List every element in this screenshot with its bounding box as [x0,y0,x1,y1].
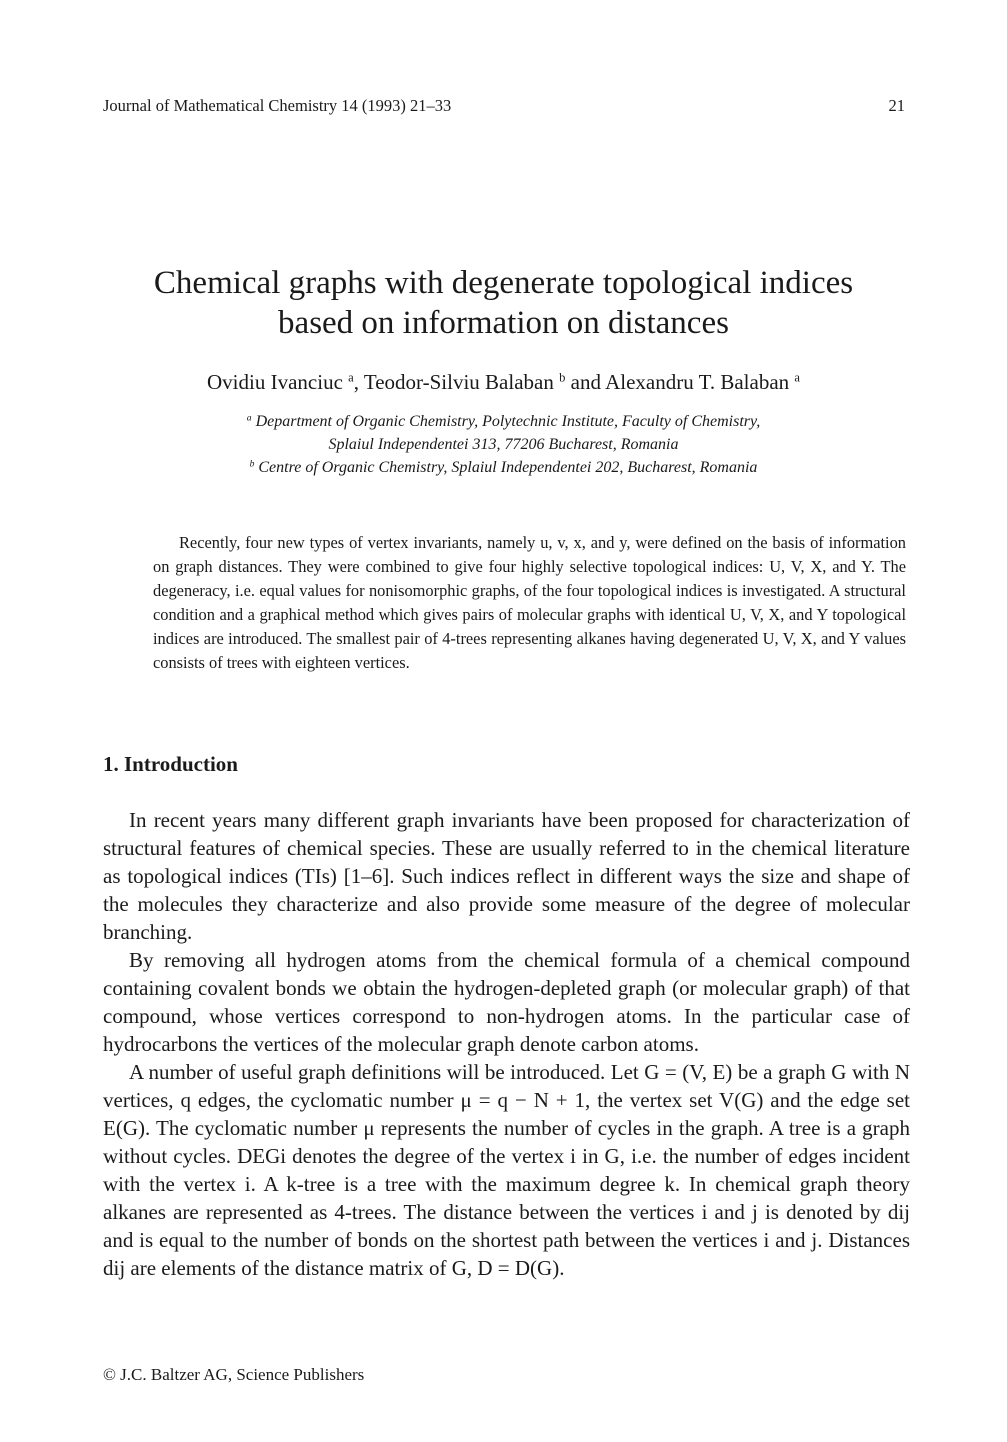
abstract-text: Recently, four new types of vertex invariants, namely u, v, x, and y, were defined on the basis of information on graph distances. They were combined to give four highly selective topological indices: U, V, X, and Y. The degeneracy, i.e. equal values for nonisomorphic graphs, of the four topological indices is investigated. A structural condition and a graphical method which gives pairs of molecular graphs with identical U, V, X, and Y topological indices are introduced. The smallest pair of 4-trees representing alkanes having degenerated U, V, X, and Y values consists of trees with eighteen vertices. [153,533,906,672]
affiliation-a-line-2: Splaiul Independentei 313, 77206 Bucharest, Romania [328,436,679,453]
author-separator-2: and [565,370,606,394]
paragraph: In recent years many different graph invariants have been proposed for characterization of structural features of chemical species. These are usually referred to in the chemical literature as topological indices (TIs) [1–6]. Such indices reflect in different ways the size and shape of the molecules they characterize and also provide some measure of the degree of molecular branching. [103,808,910,944]
affiliation-a [60,410,947,433]
author-1: Ovidiu Ivanciuc [207,370,343,394]
title-line-2: based on information on distances [278,305,729,341]
journal-citation: Journal of Mathematical Chemistry 14 (1993) 21–33 [103,96,452,115]
running-header [103,96,905,116]
affiliation-a-line-1: Department of Organic Chemistry, Polytechnic Institute, Faculty of Chemistry, [255,413,761,430]
paragraph: A number of useful graph definitions will be introduced. Let G = (V, E) be a graph G with N vertices, q edges, the cyclomatic number μ = q − N + 1, the vertex set V(G) and the edge set E(G). The cyclomatic number μ represents the number of cycles in the graph. A tree is a graph without cycles. DEGi denotes the degree of the vertex i in G, i.e. the number of edges incident with the vertex i. A k-tree is a tree with the maximum degree k. In chemical graph theory alkanes are represented as 4-trees. The distance between the vertices i and j is denoted by dij and is equal to the number of bonds on the shortest path between the vertices i and j. Distances dij are elements of the distance matrix of G, D = D(G). [103,1060,910,1280]
copyright-footer: © J.C. Baltzer AG, Science Publishers [103,1365,365,1384]
title-line-1: Chemical graphs with degenerate topological indices [153,265,854,301]
affiliations [60,410,947,479]
affiliation-b [60,456,947,479]
paper-title [60,263,947,343]
author-separator-1: , [353,370,364,394]
author-3: Alexandru T. Balaban [605,370,790,394]
author-2: Teodor-Silviu Balaban [363,370,554,394]
paragraph: By removing all hydrogen atoms from the chemical formula of a chemical compound containing covalent bonds we obtain the hydrogen-depleted graph (or molecular graph) of that compound, whose vertices correspond to non-hydrogen atoms. In the particular case of hydrocarbons the vertices of the molecular graph denote carbon atoms. [103,948,910,1056]
introduction-body [103,806,910,1282]
author-list [60,370,947,395]
affiliation-a-mark: a [246,412,252,424]
page-number: 21 [888,96,905,115]
author-3-affil-mark: a [794,370,800,385]
author-2-affil-mark: b [559,370,566,385]
affiliation-b-mark: b [249,458,255,470]
affiliation-b-line-1: Centre of Organic Chemistry, Splaiul Independentei 202, Bucharest, Romania [258,459,758,476]
author-1-affil-mark: a [348,370,354,385]
abstract [153,531,906,675]
section-heading: 1. Introduction [103,752,238,776]
